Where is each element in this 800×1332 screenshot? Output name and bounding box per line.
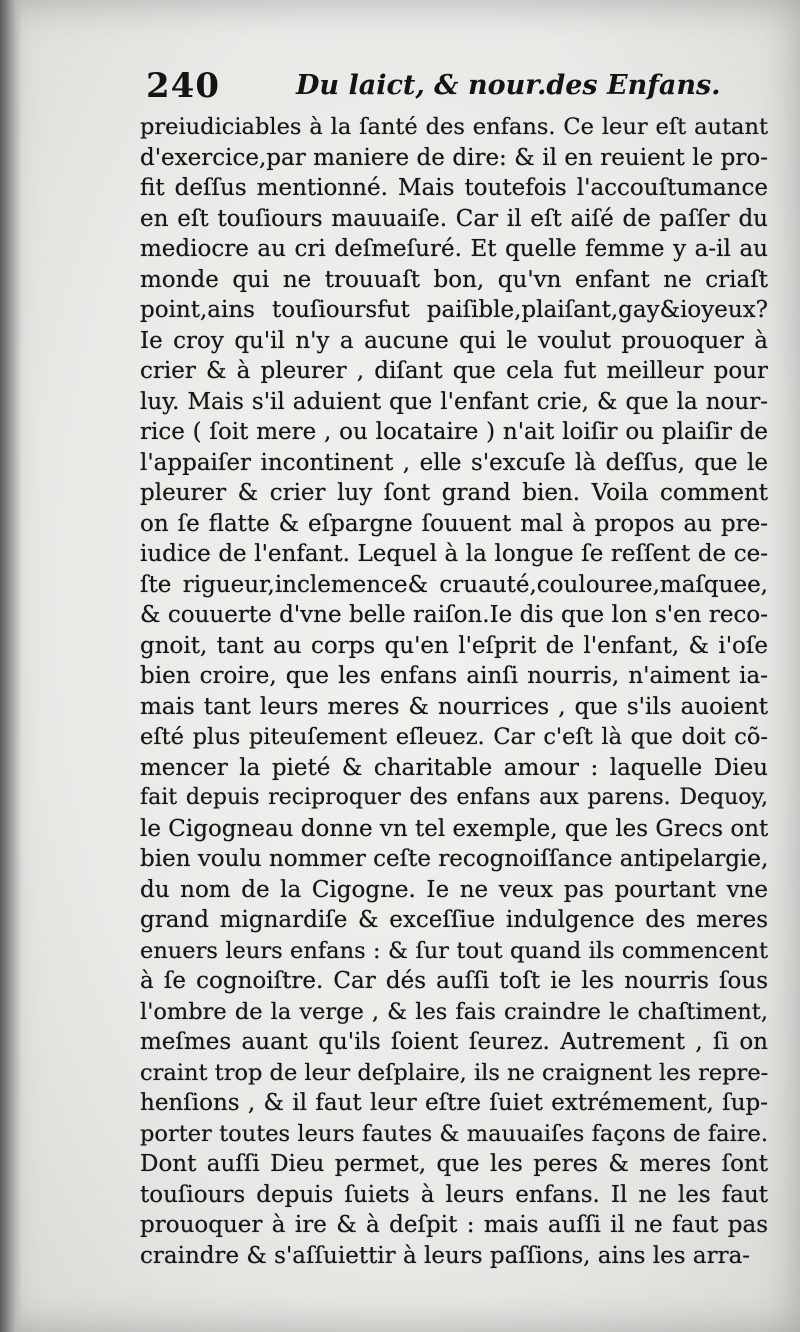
text-line: à ſe cognoiſtre. Car dés auſſi toſt ie les nourris ſous: [140, 968, 768, 994]
text-line: porter toutes leurs fautes & mauuaiſes façons de faire.: [140, 1120, 768, 1147]
text-line: bien voulu nommer ceſte recognoiſſance antipelargie,: [140, 846, 768, 872]
text-line: en eſt touſiours mauuaiſe. Car il eſt aiſé de paſſer du: [140, 205, 768, 232]
text-line: bien croire, que les enfans ainſi nourris, n'aiment ia-: [140, 663, 768, 689]
text-line: Dont auſſi Dieu permet, que les peres & meres ſont: [140, 1151, 768, 1177]
text-line: on ſe flatte & eſpargne ſouuent mal à propos au pre-: [140, 510, 768, 537]
running-title: Du laict, & nour.des Enfans.: [296, 70, 721, 101]
text-line: mencer la pieté & charitable amour : laquelle Dieu: [140, 754, 768, 781]
text-line: grand mignardiſe & exceſſiue indulgence des meres: [140, 907, 768, 933]
text-line: point,ains touſioursfut paiſible,plaiſant,gay&ioyeux?: [140, 297, 768, 323]
text-line: fait depuis reciproquer des enfans aux parens. Dequoy,: [140, 785, 768, 810]
text-line: iudice de l'enfant. Lequel à la longue ſe reſſent de ce-: [140, 541, 768, 567]
text-line: touſiours depuis ſuiets à leurs enfans. Il ne les faut: [140, 1181, 768, 1208]
text-line: ſte rigueur,inclemence& cruauté,coulouree,maſquee,: [140, 571, 768, 598]
text-line: eſté plus piteuſement eſleuez. Car c'eſt là que doit cõ-: [140, 724, 768, 750]
page-gutter: [0, 0, 22, 1332]
text-line: gnoit, tant au corps qu'en l'eſprit de l'enfant, & i'oſe: [140, 632, 768, 659]
text-line: mais tant leurs meres & nourrices , que s'ils auoient: [140, 693, 768, 720]
text-line: henſions , & il faut leur eſtre ſuiet extrémement, ſup-: [140, 1090, 768, 1116]
text-line: du nom de la Cigogne. Ie ne veux pas pourtant vne: [140, 876, 768, 903]
text-line: luy. Mais s'il aduient que l'enfant crie, & que la nour-: [140, 388, 768, 415]
text-line: l'ombre de la verge , & les fais craindre le chaſtiment,: [140, 998, 768, 1025]
text-line: monde qui ne trouuaſt bon, qu'vn enfant ne criaſt: [140, 266, 768, 293]
text-line: crier & à pleurer , diſant que cela fut meilleur pour: [140, 358, 768, 384]
text-line: enuers leurs enfans : & ſur tout quand ils commencent: [140, 937, 768, 964]
text-line: l'appaiſer incontinent , elle s'excuſe là deſſus, que le: [140, 449, 768, 476]
text-line: prouoquer à ire & à deſpit : mais auſſi il ne faut pas: [140, 1212, 768, 1238]
text-line: d'exercice,par maniere de dire: & il en reuient le pro-: [140, 144, 768, 171]
text-line: & couuerte d'vne belle raiſon.Ie dis que lon s'en reco-: [140, 602, 768, 628]
body-text: [140, 112, 768, 1271]
text-line: Ie croy qu'il n'y a aucune qui le voulut prouoquer à: [140, 327, 768, 354]
text-line: craindre & s'aſſuiettir à leurs paſſions, ains les arra-: [140, 1242, 751, 1269]
text-line: le Cigogneau donne vn tel exemple, que les Grecs ont: [140, 815, 768, 842]
text-line: mediocre au cri deſmeſuré. Et quelle femme y a-il au: [140, 236, 768, 262]
text-line: meſmes auant qu'ils ſoient ſeurez. Autrement , ſi on: [140, 1029, 768, 1055]
text-line: preiudiciables à la ſanté des enfans. Ce leur eſt autant: [140, 114, 768, 140]
text-line: rice ( ſoit mere , ou locataire ) n'ait loiſir ou plaiſir de: [140, 419, 768, 445]
text-line: craint trop de leur deſplaire, ils ne craignent les repre-: [140, 1059, 768, 1086]
text-line: pleurer & crier luy ſont grand bien. Voila comment: [140, 480, 768, 506]
running-head: [146, 66, 721, 110]
text-line: fit deſſus mentionné. Mais toutefois l'accouſtumance: [140, 175, 768, 201]
page-number: 240: [146, 66, 220, 106]
